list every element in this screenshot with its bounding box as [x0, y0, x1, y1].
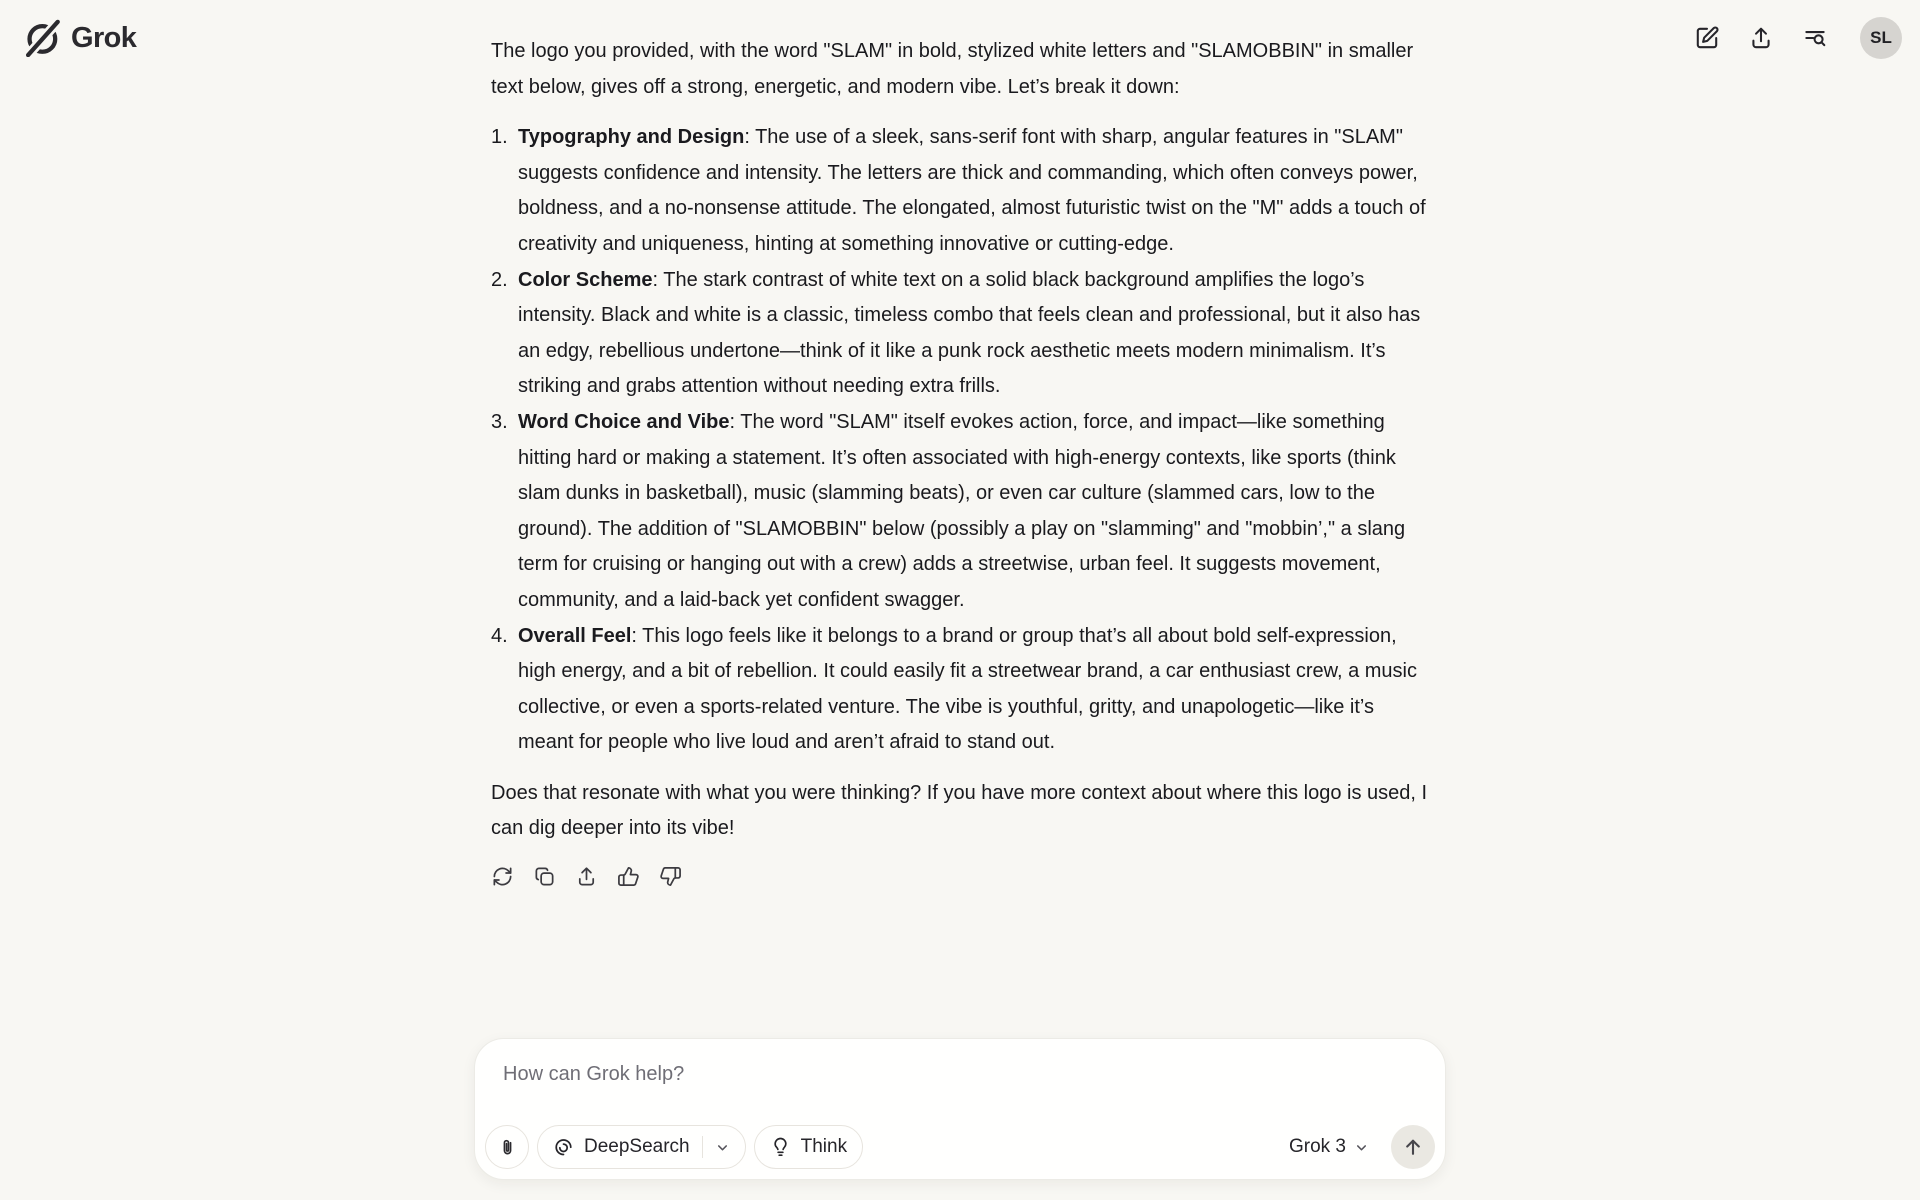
- chat-input[interactable]: [485, 1049, 1435, 1125]
- list-item-body: : The word "SLAM" itself evokes action, force, and impact—like something hitting hard or making a statement. It’s often associated with high-energy contexts, like sports (think slam dunks in basketball), music (slamming beats), or even car culture (slammed cars, low to the ground). The addition of "SLAMOBBIN" below (possibly a play on "slamming" and "mobbin’," a slang term for cruising or hanging out with a crew) adds a streetwise, urban feel. It suggests movement, community, and a laid-back yet confident swagger.: [518, 410, 1406, 611]
- arrow-up-icon: [1402, 1136, 1424, 1158]
- paperclip-icon: [497, 1137, 518, 1158]
- share-icon: [575, 865, 598, 888]
- history-search-icon: [1802, 25, 1828, 51]
- compose-button[interactable]: [1694, 25, 1720, 51]
- list-item: [518, 405, 1429, 619]
- list-item-body: : The use of a sleek, sans-serif font with sharp, angular features in "SLAM" suggests confidence and intensity. The letters are thick and commanding, which often conveys power, boldness, and a no-nonsense attitude. The elongated, almost futuristic twist on the "M" adds a touch of creativity and uniqueness, hinting at something innovative or cutting-edge.: [518, 126, 1426, 255]
- list-item: [518, 619, 1429, 761]
- message-list: [491, 120, 1429, 761]
- message-actions: [491, 859, 1429, 888]
- share-message-button[interactable]: [575, 865, 598, 888]
- send-button[interactable]: [1391, 1125, 1435, 1169]
- composer-wrap: [0, 1038, 1920, 1180]
- message-intro: The logo you provided, with the word "SLAM" in bold, stylized white letters and "SLAMOBBIN" in smaller text below, gives off a strong, energetic, and modern vibe. Let’s break it down:: [491, 40, 1414, 98]
- list-item-body: : This logo feels like it belongs to a brand or group that’s all about bold self-expression, high energy, and a bit of rebellion. It could easily fit a streetwear brand, a car enthusiast crew, a music collective, or even a sports-related venture. The vibe is youthful, gritty, and unapologetic—like it’s meant for people who live loud and aren’t afraid to stand out.: [518, 624, 1417, 754]
- lightbulb-icon: [770, 1137, 791, 1158]
- composer-controls-left: [485, 1125, 863, 1169]
- list-item-title: Word Choice and Vibe: [518, 410, 730, 433]
- list-item: [518, 263, 1429, 405]
- avatar-initials: SL: [1870, 28, 1892, 47]
- composer-panel: [474, 1038, 1446, 1180]
- regenerate-icon: [491, 865, 514, 888]
- deepsearch-swirl-icon: [553, 1137, 574, 1158]
- chevron-down-icon: [1354, 1140, 1369, 1155]
- compose-icon: [1694, 25, 1720, 51]
- model-selector[interactable]: [1289, 1136, 1369, 1158]
- list-item-body: : The stark contrast of white text on a solid black background amplifies the logo’s intensity. Black and white is a classic, timeless combo that feels clean and professional, but it also has an edgy, rebellious undertone—think of it like a punk rock aesthetic meets modern minimalism. It’s striking and grabs attention without needing extra frills.: [518, 268, 1421, 398]
- deepsearch-label: DeepSearch: [584, 1136, 690, 1157]
- thumbs-up-button[interactable]: [617, 865, 640, 888]
- list-item: [518, 120, 1429, 262]
- copy-icon: [533, 865, 556, 888]
- grok-logo-icon: [24, 19, 62, 57]
- list-item-title: Color Scheme: [518, 268, 653, 291]
- chevron-down-icon: [715, 1140, 730, 1155]
- pill-divider: [702, 1136, 703, 1158]
- model-label: Grok 3: [1288, 1136, 1346, 1157]
- deepsearch-button[interactable]: [537, 1125, 746, 1169]
- share-icon: [1748, 25, 1774, 51]
- share-button[interactable]: [1748, 25, 1774, 51]
- brand-name: Grok: [71, 21, 137, 54]
- history-search-button[interactable]: [1802, 25, 1828, 51]
- thumbs-up-icon: [617, 865, 640, 888]
- think-button[interactable]: [754, 1125, 863, 1169]
- list-item-title: Typography and Design: [518, 126, 745, 149]
- brand: [24, 19, 136, 57]
- regenerate-button[interactable]: [491, 865, 514, 888]
- thumbs-down-button[interactable]: [659, 865, 682, 888]
- header-actions: [1694, 17, 1902, 59]
- attach-button[interactable]: [485, 1125, 529, 1169]
- avatar[interactable]: [1860, 17, 1902, 59]
- list-item-title: Overall Feel: [518, 624, 632, 647]
- think-label: Think: [800, 1136, 848, 1157]
- message-outro: Does that resonate with what you were thinking? If you have more context about where this logo is used, I can dig deeper into its vibe!: [491, 781, 1428, 840]
- composer-controls: [485, 1125, 1435, 1169]
- thumbs-down-icon: [659, 865, 682, 888]
- copy-button[interactable]: [533, 865, 556, 888]
- app-header: [0, 0, 1920, 76]
- assistant-message: [491, 0, 1429, 888]
- composer-controls-right: [1289, 1125, 1435, 1169]
